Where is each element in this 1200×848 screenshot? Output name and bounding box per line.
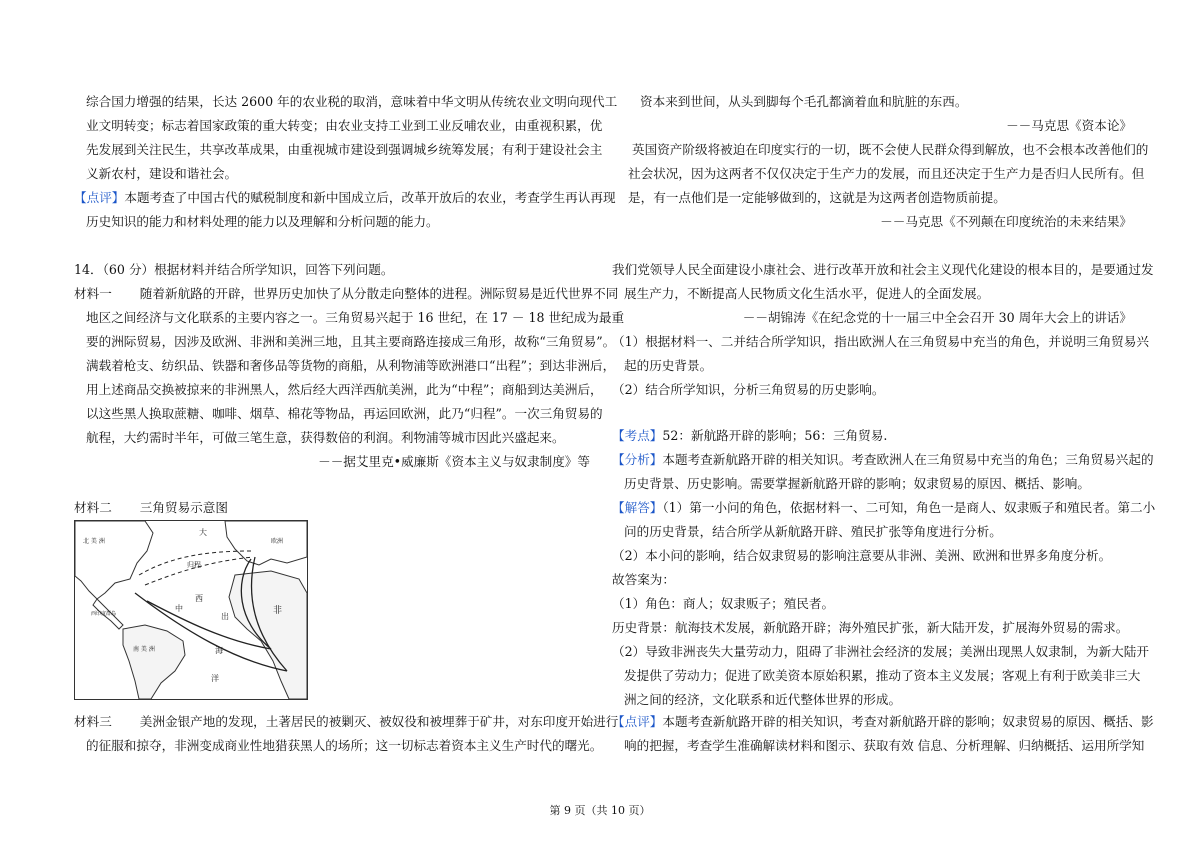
quote-2-line: 英国资产阶级将被迫在印度实行的一切，既不会使人民群众得到解放，也不会根本改善他们的 [632,142,1149,157]
map-label-ocean: 洋 [211,674,219,683]
dianping-text: 本题考查新航路开辟的相关知识，考查对新航路开辟的影响；奴隶贸易的原因、概括、影 [662,714,1154,729]
map-svg [75,521,307,699]
fenxi-line [612,448,1154,472]
material-1-line [74,282,618,306]
material-3-line: 的征服和掠夺，非洲变成商业性地猎获黑人的场所；这一切标志着资本主义生产时代的曙光。 [86,738,603,753]
answer-2-line: （2）导致非洲丧失大量劳动力，阻碍了非洲社会经济的发展；美洲出现黑人奴隶制，为新大陆开 [612,644,1149,659]
comment-line: 历史知识的能力和材料处理的能力以及理解和分析问题的能力。 [86,214,439,229]
dianping-line: 响的把握，考查学生准确解读材料和图示、获取有效 信息、分析理解、归纳概括、运用所学知 [624,738,1145,753]
map-label-europe: 欧洲 [271,538,284,545]
jieda-line [612,496,1155,520]
page-footer: 第 9 页（共 10 页） [549,804,651,817]
material-2-line [74,496,228,520]
dianping-tag: 【点评】 [612,714,663,729]
paragraph-line: 义新农村，建设和谐社会。 [86,166,238,181]
quote-1: 资本来到世间，从头到脚每个毛孔都滴着血和肮脏的东西。 [640,94,968,109]
paragraph-line: 业文明转变；标志着国家政策的重大转变；由农业支持工业到工业反哺农业，由重视积累，优 [86,118,603,133]
material-2-label: 材料二 [74,500,112,515]
fenxi-tag: 【分析】 [612,452,663,467]
material-1-line: 地区之间经济与文化联系的主要内容之一。三角贸易兴起于 16 世纪，在 17 － 18 世纪成为最重 [86,310,625,325]
kaodian-tag: 【考点】 [612,428,663,443]
material-1-label: 材料一 [74,286,112,301]
paragraph-line: 先发展到关注民生，共享改革成果，由重视城市建设到强调城乡统筹发展；有利于建设社会主 [86,142,603,157]
jieda-tag: 【解答】 [612,500,663,515]
material-4-line: 展生产力，不断提高人民物质文化生活水平，促进人的全面发展。 [624,286,990,301]
quote-2-line: 是，有一点他们是一定能够做到的，这就是为这两者创造物质前提。 [628,190,1006,205]
answer-2-line: 洲之间的经济，文化联系和近代整体世界的形成。 [624,692,902,707]
triangle-trade-map [74,520,308,700]
map-label-middle: 中 [175,604,183,613]
material-4-source: －－胡锦涛《在纪念党的十一届三中全会召开 30 周年大会上的讲话》 [742,310,1132,325]
answer-2-line: 发提供了劳动力；促进了欧美资本原始积累，推动了资本主义发展；客观上有利于欧美非三大 [624,668,1141,683]
question-14-title: 14．（60 分）根据材料并结合所学知识，回答下列问题。 [74,262,394,277]
map-label-west-indies: 西印度群岛 [91,611,117,617]
question-1-line: 起的历史背景。 [624,358,713,373]
paragraph-line: 综合国力增强的结果，长达 2600 年的农业税的取消，意味着中华文明从传统农业文明向现代工 [86,94,618,109]
comment-text: 本题考查了中国古代的赋税制度和新中国成立后，改革开放后的农业，考查学生再认再现 [124,190,616,205]
material-1-line: 航程，大约需时半年，可做三笔生意，获得数倍的利润。利物浦等城市因此兴盛起来。 [86,430,565,445]
question-1-line: （1）根据材料一、二并结合所学知识，指出欧洲人在三角贸易中充当的角色，并说明三角贸易兴 [612,334,1149,349]
quote-2-source: －－马克思《不列颠在印度统治的未来结果》 [880,214,1132,229]
map-label-return: 归程 [187,561,201,569]
map-label-south-america: 南 美 洲 [133,646,155,653]
answer-1: （1）角色：商人；奴隶贩子；殖民者。 [612,596,835,611]
map-label-africa: 非 [273,606,283,616]
material-1-line: 以这些黑人换取蔗糖、咖啡、烟草、棉花等物品，再运回欧洲，此乃“归程”。一次三角贸易的 [86,406,603,421]
map-label-big: 大 [199,528,207,537]
jieda-text: （1）第一小问的角色，依据材料一、二可知，角色一是商人、奴隶贩子和殖民者。第二小 [662,500,1156,515]
kaodian-line [612,424,887,448]
material-1-source: －－据艾里克•威廉斯《资本主义与奴隶制度》等 [318,454,590,469]
south-america-shape [123,625,185,699]
material-1-line: 用上述商品交换被掠来的非洲黑人，然后经大西洋西航美洲，此为“中程”；商船到达美洲后， [86,382,603,397]
answer-title: 故答案为： [612,572,675,587]
material-4-line: 我们党领导人民全面建设小康社会、进行改革开放和社会主义现代化建设的根本目的，是要通过发 [612,262,1154,277]
answer-1-background: 历史背景：航海技术发展，新航路开辟；海外殖民扩张，新大陆开发，扩展海外贸易的需求。 [612,620,1129,635]
question-2-line: （2）结合所学知识，分析三角贸易的历史影响。 [612,382,885,397]
map-label-north-america: 北 美 洲 [83,538,105,545]
comment-line [74,186,616,210]
material-2-title: 三角贸易示意图 [139,500,228,515]
jieda-line: 问的历史背景，结合所学从新航路开辟、殖民扩张等角度进行分析。 [624,524,1002,539]
map-label-sea: 海 [215,646,223,655]
north-america-shape [75,521,153,599]
material-3-label: 材料三 [74,714,112,729]
map-label-outbound: 出 [221,612,229,621]
material-1-text: 随着新航路的开辟，世界历史加快了从分散走向整体的进程。洲际贸易是近代世界不同 [139,286,619,301]
fenxi-line: 历史背景、历史影响。需要掌握新航路开辟的影响；奴隶贸易的原因、概括、影响。 [624,476,1090,491]
quote-2-line: 社会状况，因为这两者不仅仅决定于生产力的发展，而且还决定于生产力是否归人民所有。但 [628,166,1145,181]
dianping-line [612,710,1154,734]
material-1-line: 要的洲际贸易，因涉及欧洲、非洲和美洲三地，且其主要商路连接成三角形，故称“三角贸易”。 [86,334,616,349]
material-1-line: 满载着枪支、纺织品、铁器和奢侈品等货物的商船，从利物浦等欧洲港口“出程”；到达非洲后， [86,358,616,373]
fenxi-text: 本题考查新航路开辟的相关知识。考查欧洲人在三角贸易中充当的角色；三角贸易兴起的 [662,452,1154,467]
material-3-line [74,710,618,734]
material-3-text: 美洲金银产地的发现，土著居民的被剿灭、被奴役和被埋葬于矿井，对东印度开始进行 [139,714,619,729]
map-label-west: 西 [195,594,203,603]
quote-1-source: －－马克思《资本论》 [1006,118,1132,133]
kaodian-text: 52：新航路开辟的影响；56：三角贸易. [662,428,888,443]
jieda-line: （2）本小问的影响，结合奴隶贸易的影响注意要从非洲、美洲、欧洲和世界多角度分析。 [612,548,1112,563]
europe-shape [225,521,307,565]
comment-tag: 【点评】 [74,190,125,205]
